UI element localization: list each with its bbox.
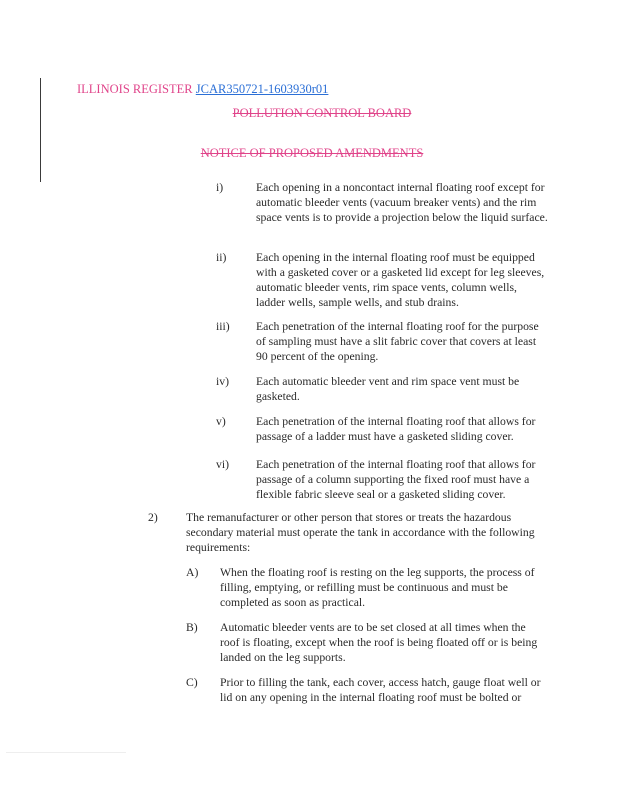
item-text: Each penetration of the internal floating roof for the purpose of sampling must have a slit fabric cover that covers at least 90 percent of the opening. <box>256 320 539 363</box>
item-number: v) <box>216 415 226 428</box>
item-text: Each automatic bleeder vent and rim space vent must be gasketed. <box>256 375 520 403</box>
item-number: iii) <box>216 320 230 333</box>
item-text: Each opening in a noncontact internal floating roof except for automatic bleeder vents (vacuum breaker vents) and the rim space vents is to provide a projection below the liquid surface. <box>256 181 548 224</box>
item-text: When the floating roof is resting on the leg supports, the process of filling, emptying, or refilling must be continuous and must be completed as soon as practical. <box>220 566 535 609</box>
item-number: A) <box>186 566 199 579</box>
document-id-link[interactable]: JCAR350721-1603930r01 <box>195 82 329 96</box>
item-number: vi) <box>216 458 229 471</box>
item-text: Each penetration of the internal floating roof that allows for passage of a column supporting the fixed roof must have a flexible fabric sleeve seal or a gasketed sliding cover. <box>256 458 536 501</box>
item-text: The remanufacturer or other person that stores or treats the hazardous secondary material must operate the tank in accordance with the following requirements: <box>186 511 535 554</box>
item-text: Prior to filling the tank, each cover, access hatch, gauge float well or lid on any opening in the internal floating roof must be bolted or <box>220 676 541 704</box>
item-number: ii) <box>216 251 227 264</box>
item-number: B) <box>186 621 198 634</box>
item-text: Each opening in the internal floating roof must be equipped with a gasketed cover or a gasketed lid except for leg sleeves, automatic bleeder vents, rim space vents, column wells, ladder wells, sample wells, and stub drains. <box>256 251 545 309</box>
footer-rule <box>6 752 126 753</box>
item-text: Automatic bleeder vents are to be set closed at all times when the roof is floating, except when the roof is being floated off or is being landed on the leg supports. <box>220 621 538 664</box>
item-number: 2) <box>148 511 158 524</box>
register-title: ILLINOIS REGISTER <box>77 82 193 96</box>
board-title: POLLUTION CONTROL BOARD <box>232 106 412 120</box>
register-header <box>77 82 328 97</box>
notice-title: NOTICE OF PROPOSED AMENDMENTS <box>200 146 424 160</box>
item-text: Each penetration of the internal floating roof that allows for passage of a ladder must have a gasketed sliding cover. <box>256 415 536 443</box>
change-bar <box>40 78 41 182</box>
item-number: C) <box>186 676 198 689</box>
item-number: iv) <box>216 375 229 388</box>
item-number: i) <box>216 181 224 194</box>
